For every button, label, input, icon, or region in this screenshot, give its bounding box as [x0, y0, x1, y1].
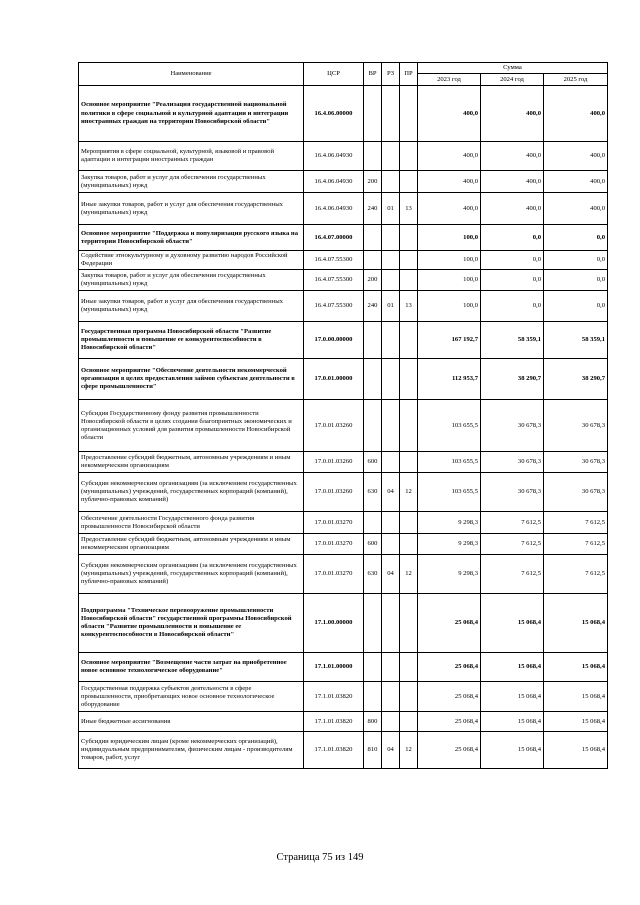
cell-pr [400, 142, 418, 171]
cell-rz [382, 322, 400, 359]
cell-2024: 15 068,4 [481, 682, 544, 712]
cell-2024: 30 678,3 [481, 473, 544, 512]
cell-vr: 240 [364, 291, 382, 322]
table-row [79, 712, 608, 732]
header-year-2025: 2025 год [544, 74, 608, 86]
cell-2023: 9 298,3 [418, 512, 481, 534]
cell-csr: 16.4.07.55300 [304, 291, 364, 322]
cell-pr [400, 712, 418, 732]
cell-pr [400, 653, 418, 682]
cell-pr [400, 682, 418, 712]
cell-csr: 17.1.01.03820 [304, 732, 364, 769]
cell-csr: 17.0.01.03270 [304, 534, 364, 555]
cell-csr: 17.1.01.00000 [304, 653, 364, 682]
header-pr: ПР [400, 63, 418, 86]
cell-rz [382, 512, 400, 534]
cell-name: Иные закупки товаров, работ и услуг для обеспечения государственных (муниципальных) нужд [79, 291, 304, 322]
cell-2024: 400,0 [481, 171, 544, 193]
cell-2023: 100,0 [418, 251, 481, 270]
cell-rz: 04 [382, 732, 400, 769]
cell-2024: 0,0 [481, 225, 544, 251]
cell-pr [400, 171, 418, 193]
cell-pr [400, 86, 418, 142]
cell-name: Мероприятия в сфере социальной, культурной, языковой и правовой адаптации и интеграции иностранных граждан [79, 142, 304, 171]
table-body [79, 86, 608, 769]
cell-2024: 38 290,7 [481, 359, 544, 400]
cell-2023: 25 068,4 [418, 732, 481, 769]
cell-rz [382, 653, 400, 682]
cell-2025: 400,0 [544, 171, 608, 193]
cell-2025: 30 678,3 [544, 400, 608, 452]
table-row [79, 512, 608, 534]
cell-csr: 17.0.01.00000 [304, 359, 364, 400]
cell-rz [382, 712, 400, 732]
cell-vr: 600 [364, 452, 382, 473]
table-row [79, 594, 608, 653]
cell-2023: 25 068,4 [418, 594, 481, 653]
cell-pr: 12 [400, 473, 418, 512]
header-rz: РЗ [382, 63, 400, 86]
cell-name: Содействие этнокультурному и духовному развитию народов Российской Федерации [79, 251, 304, 270]
cell-2025: 15 068,4 [544, 594, 608, 653]
cell-pr [400, 400, 418, 452]
cell-csr: 16.4.07.55300 [304, 270, 364, 291]
cell-csr: 16.4.06.04930 [304, 142, 364, 171]
cell-2023: 103 655,5 [418, 400, 481, 452]
cell-2023: 9 298,3 [418, 534, 481, 555]
cell-2025: 15 068,4 [544, 732, 608, 769]
cell-vr [364, 512, 382, 534]
cell-2024: 15 068,4 [481, 653, 544, 682]
table-row [79, 142, 608, 171]
table-row [79, 322, 608, 359]
cell-csr: 17.1.00.00000 [304, 594, 364, 653]
cell-vr [364, 142, 382, 171]
cell-rz: 01 [382, 291, 400, 322]
cell-csr: 16.4.06.00000 [304, 86, 364, 142]
cell-2025: 15 068,4 [544, 653, 608, 682]
table-row [79, 251, 608, 270]
cell-name: Подпрограмма "Техническое перевооружение промышленности Новосибирской области" государственной программы Новосибирской области "Развитие промышленности и повышение ее конкурентоспособности в Новосибирской области" [79, 594, 304, 653]
table-row [79, 359, 608, 400]
cell-vr: 600 [364, 534, 382, 555]
cell-name: Государственная программа Новосибирской области "Развитие промышленности и повышение ее конкурентоспособности в Новосибирской области" [79, 322, 304, 359]
cell-rz [382, 251, 400, 270]
cell-2023: 25 068,4 [418, 712, 481, 732]
cell-csr: 16.4.06.04930 [304, 193, 364, 225]
cell-rz [382, 359, 400, 400]
cell-2025: 400,0 [544, 142, 608, 171]
cell-2025: 7 612,5 [544, 534, 608, 555]
cell-name: Субсидии юридическим лицам (кроме некоммерческих организаций), индивидуальным предпринимателям, физическим лицам - производителям товаров, работ, услуг [79, 732, 304, 769]
table-row [79, 534, 608, 555]
cell-2023: 400,0 [418, 171, 481, 193]
cell-vr [364, 682, 382, 712]
cell-2023: 100,0 [418, 225, 481, 251]
cell-2025: 58 359,1 [544, 322, 608, 359]
cell-2024: 58 359,1 [481, 322, 544, 359]
header-year-2024: 2024 год [481, 74, 544, 86]
cell-csr: 17.1.01.03820 [304, 682, 364, 712]
cell-rz [382, 171, 400, 193]
cell-vr: 800 [364, 712, 382, 732]
table-row [79, 171, 608, 193]
cell-2024: 30 678,3 [481, 452, 544, 473]
page-footer: Страница 75 из 149 [276, 852, 364, 863]
cell-2024: 0,0 [481, 291, 544, 322]
cell-2025: 15 068,4 [544, 712, 608, 732]
header-year-2023: 2023 год [418, 74, 481, 86]
cell-rz [382, 594, 400, 653]
cell-2023: 103 655,5 [418, 473, 481, 512]
cell-2025: 15 068,4 [544, 682, 608, 712]
cell-vr: 630 [364, 473, 382, 512]
cell-rz [382, 452, 400, 473]
table-row [79, 291, 608, 322]
cell-2023: 100,0 [418, 270, 481, 291]
cell-2025: 0,0 [544, 291, 608, 322]
cell-name: Иные закупки товаров, работ и услуг для обеспечения государственных (муниципальных) нужд [79, 193, 304, 225]
header-sum: Сумма [418, 63, 608, 74]
cell-pr: 12 [400, 732, 418, 769]
cell-2024: 400,0 [481, 193, 544, 225]
cell-csr: 17.0.01.03260 [304, 452, 364, 473]
header-vr: ВР [364, 63, 382, 86]
table-row [79, 555, 608, 594]
header-csr: ЦСР [304, 63, 364, 86]
cell-rz: 01 [382, 193, 400, 225]
cell-vr [364, 359, 382, 400]
cell-name: Обеспечение деятельности Государственного фонда развития промышленности Новосибирской области [79, 512, 304, 534]
cell-rz [382, 270, 400, 291]
cell-pr [400, 322, 418, 359]
cell-pr [400, 270, 418, 291]
cell-rz [382, 534, 400, 555]
cell-name: Субсидии некоммерческим организациям (за исключением государственных (муниципальных) учреждений, государственных корпораций (компаний), публично-правовых компаний) [79, 473, 304, 512]
cell-csr: 17.0.01.03260 [304, 473, 364, 512]
cell-vr [364, 400, 382, 452]
cell-rz [382, 142, 400, 171]
cell-pr: 13 [400, 291, 418, 322]
cell-name: Основное мероприятие "Поддержка и популяризация русского языка на территории Новосибирской области" [79, 225, 304, 251]
cell-name: Основное мероприятие "Возмещение части затрат на приобретенное новое основное технологическое оборудование" [79, 653, 304, 682]
cell-name: Закупка товаров, работ и услуг для обеспечения государственных (муниципальных) нужд [79, 171, 304, 193]
cell-rz: 04 [382, 555, 400, 594]
table-row [79, 400, 608, 452]
cell-name: Предоставление субсидий бюджетным, автономным учреждениям и иным некоммерческим организациям [79, 534, 304, 555]
cell-name: Предоставление субсидий бюджетным, автономным учреждениям и иным некоммерческим организациям [79, 452, 304, 473]
cell-2023: 167 192,7 [418, 322, 481, 359]
cell-vr: 200 [364, 270, 382, 291]
table-row [79, 682, 608, 712]
cell-2023: 400,0 [418, 193, 481, 225]
cell-2023: 112 953,7 [418, 359, 481, 400]
cell-rz: 04 [382, 473, 400, 512]
cell-2025: 0,0 [544, 251, 608, 270]
cell-2023: 25 068,4 [418, 682, 481, 712]
cell-vr [364, 251, 382, 270]
cell-name: Основное мероприятие "Обеспечение деятельности некоммерческой организации в целях предоставления займов субъектам деятельности в сфере промышленности" [79, 359, 304, 400]
cell-2025: 400,0 [544, 193, 608, 225]
cell-csr: 16.4.07.55300 [304, 251, 364, 270]
cell-2024: 15 068,4 [481, 594, 544, 653]
table-row [79, 193, 608, 225]
cell-csr: 17.0.00.00000 [304, 322, 364, 359]
cell-2024: 400,0 [481, 142, 544, 171]
cell-pr: 13 [400, 193, 418, 225]
cell-2025: 38 290,7 [544, 359, 608, 400]
cell-2025: 7 612,5 [544, 555, 608, 594]
cell-2025: 30 678,3 [544, 473, 608, 512]
cell-rz [382, 86, 400, 142]
cell-pr [400, 512, 418, 534]
cell-vr [364, 594, 382, 653]
cell-csr: 17.1.01.03820 [304, 712, 364, 732]
cell-2023: 25 068,4 [418, 653, 481, 682]
table-row [79, 473, 608, 512]
cell-pr [400, 225, 418, 251]
cell-name: Субсидия Государственному фонду развития промышленности Новосибирской области в целях создания благоприятных экономических и организационных условий для развития промышленности Новосибирской области [79, 400, 304, 452]
cell-vr [364, 225, 382, 251]
cell-2024: 30 678,3 [481, 400, 544, 452]
cell-2023: 400,0 [418, 142, 481, 171]
table-row [79, 452, 608, 473]
cell-vr: 200 [364, 171, 382, 193]
cell-vr [364, 86, 382, 142]
cell-name: Субсидии некоммерческим организациям (за исключением государственных (муниципальных) учреждений, государственных корпораций (компаний), публично-правовых компаний) [79, 555, 304, 594]
cell-name: Закупка товаров, работ и услуг для обеспечения государственных (муниципальных) нужд [79, 270, 304, 291]
cell-rz [382, 400, 400, 452]
cell-2025: 30 678,3 [544, 452, 608, 473]
table-row [79, 270, 608, 291]
cell-csr: 17.0.01.03270 [304, 512, 364, 534]
cell-2024: 15 068,4 [481, 712, 544, 732]
cell-rz [382, 225, 400, 251]
cell-2024: 7 612,5 [481, 534, 544, 555]
table-row [79, 653, 608, 682]
cell-pr [400, 534, 418, 555]
budget-table [78, 62, 608, 769]
cell-vr: 240 [364, 193, 382, 225]
cell-2025: 0,0 [544, 270, 608, 291]
cell-csr: 17.0.01.03260 [304, 400, 364, 452]
cell-vr [364, 653, 382, 682]
cell-pr [400, 251, 418, 270]
cell-2023: 400,0 [418, 86, 481, 142]
cell-pr [400, 452, 418, 473]
table-row [79, 732, 608, 769]
cell-csr: 16.4.06.04930 [304, 171, 364, 193]
cell-csr: 17.0.01.03270 [304, 555, 364, 594]
cell-name: Основное мероприятие "Реализация государственной национальной политики в сфере социальной и культурной адаптации и интеграции иностранных граждан на территории Новосибирской области" [79, 86, 304, 142]
cell-2025: 7 612,5 [544, 512, 608, 534]
cell-name: Иные бюджетные ассигнования [79, 712, 304, 732]
table-row [79, 86, 608, 142]
cell-csr: 16.4.07.00000 [304, 225, 364, 251]
cell-2023: 100,0 [418, 291, 481, 322]
table-row [79, 225, 608, 251]
cell-2024: 15 068,4 [481, 732, 544, 769]
cell-vr: 810 [364, 732, 382, 769]
cell-2024: 0,0 [481, 251, 544, 270]
cell-rz [382, 682, 400, 712]
cell-pr [400, 359, 418, 400]
cell-name: Государственная поддержка субъектов деятельности в сфере промышленности, приобретающих новое основное технологическое оборудование [79, 682, 304, 712]
cell-2024: 7 612,5 [481, 512, 544, 534]
cell-2024: 400,0 [481, 86, 544, 142]
cell-vr [364, 322, 382, 359]
cell-2023: 9 298,3 [418, 555, 481, 594]
cell-2024: 0,0 [481, 270, 544, 291]
cell-vr: 630 [364, 555, 382, 594]
cell-2023: 103 655,5 [418, 452, 481, 473]
cell-2025: 0,0 [544, 225, 608, 251]
cell-2024: 7 612,5 [481, 555, 544, 594]
cell-2025: 400,0 [544, 86, 608, 142]
header-name: Наименование [79, 63, 304, 86]
cell-pr: 12 [400, 555, 418, 594]
cell-pr [400, 594, 418, 653]
